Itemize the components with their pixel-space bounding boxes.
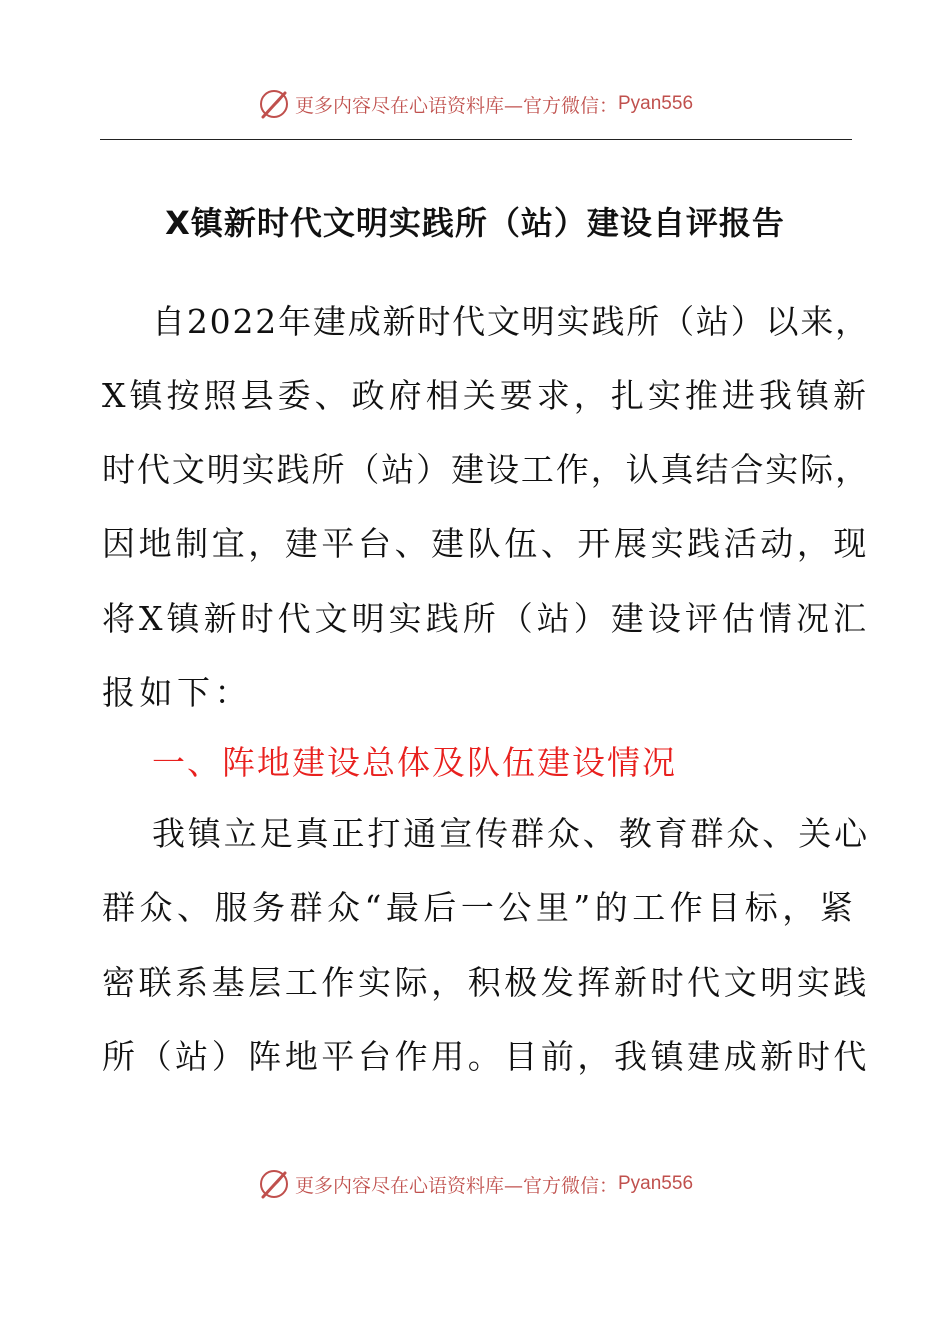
header-divider [100,139,852,140]
paragraph-line: 我镇立足真正打通宣传群众、教育群众、关心 [152,814,870,853]
paragraph-line: 报如下： [102,673,252,712]
paragraph-line: 因地制宜，建平台、建队伍、开展实践活动，现 [102,524,870,563]
header-banner [0,84,950,124]
section-heading: 一、阵地建设总体及队伍建设情况 [152,743,677,782]
paragraph-line: X镇按照县委、政府相关要求，扎实推进我镇新 [102,376,870,415]
document-title: X镇新时代文明实践所（站）建设自评报告 [165,204,785,242]
banner-text: 更多内容尽在心语资料库—官方微信： [294,94,618,117]
banner-wechat-id: Pyan556 [618,93,694,114]
banner-wechat-id: Pyan556 [618,1173,694,1194]
paragraph-line: 自2022年建成新时代文明实践所（站）以来， [152,302,870,341]
paragraph-line: 密联系基层工作实际，积极发挥新时代文明实践 [102,963,870,1002]
paragraph-line: 群众、服务群众“最后一公里”的工作目标，紧 [102,888,858,927]
quill-logo-icon [257,87,291,121]
paragraph-line: 所（站）阵地平台作用。目前，我镇建成新时代 [102,1037,870,1076]
paragraph-line: 将X镇新时代文明实践所（站）建设评估情况汇 [102,599,870,638]
banner-text: 更多内容尽在心语资料库—官方微信： [294,1174,618,1197]
paragraph-line: 时代文明实践所（站）建设工作，认真结合实际， [102,450,870,489]
footer-banner [0,1164,950,1204]
quill-logo-icon [257,1167,291,1201]
